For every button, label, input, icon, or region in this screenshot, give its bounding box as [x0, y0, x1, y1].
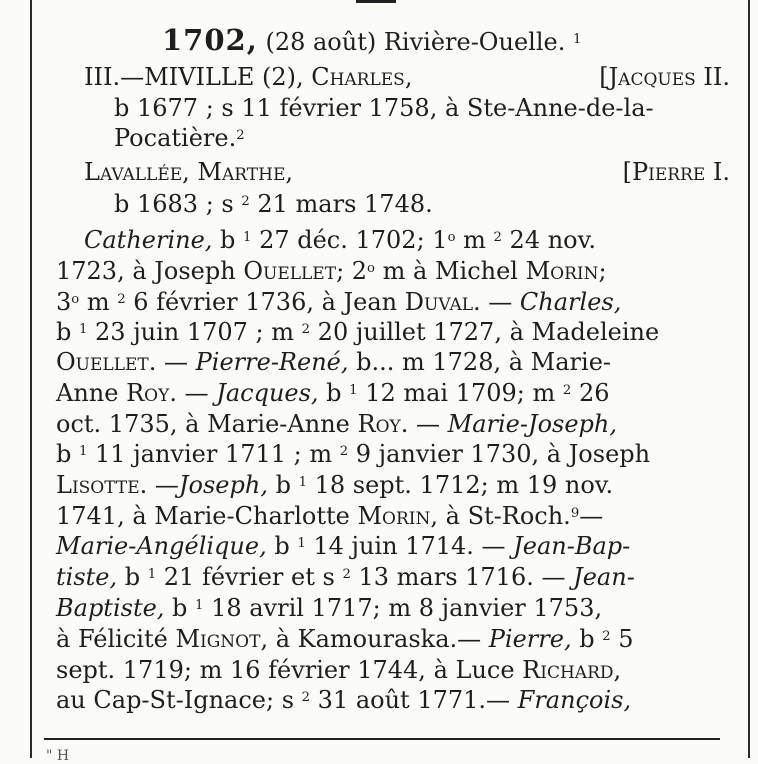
children-line-9: Lisotte. —Joseph, b $^1$ 18 sept. 1712; m 19 nov. — [56, 471, 614, 499]
children-line-12: tiste, b $^1$ 21 février et s $^2$ 13 mars 1716. — Jean- — [56, 563, 635, 591]
child-name: Catherine, — [84, 226, 213, 254]
children-line-14: à Félicité Mignot, à Kamouraska.— Pierre, b $^2$ 5 — [56, 625, 634, 653]
heading-date-place: (28 août) Rivière-Ouelle. — [265, 28, 566, 56]
husband-burial-place: Pocatière. — [114, 124, 237, 152]
wife-line-1 — [84, 158, 730, 186]
children-line-15: sept. 1719; m 16 février 1744, à Luce Richard, — [56, 656, 622, 684]
husband-line-1 — [84, 63, 730, 91]
child-name: Jean-Bap- — [513, 532, 631, 560]
children-line-11: Marie-Angélique, b $^1$ 14 juin 1714. — Jean-Bap- — [56, 532, 631, 560]
child-name: Jean- — [573, 563, 635, 591]
husband-note: 2 — [236, 127, 245, 143]
top-rule — [356, 0, 396, 3]
children-line-5: Ouellet. — Pierre-René, b... m 1728, à Marie- — [56, 348, 612, 376]
entry-heading — [162, 23, 582, 57]
children-line-16: au Cap-St-Ignace; s $^2$ 31 août 1771.— François, — [56, 686, 632, 714]
children-line-2: 1723, à Joseph Ouellet; 2$^o$ m à Michel Morin; — [56, 257, 607, 285]
children-line-13: Baptiste, b $^1$ 18 avril 1717; m 8 janvier 1753, — [56, 594, 603, 622]
children-line-10: 1741, à Marie-Charlotte Morin, à St-Roch.$^9$— — [56, 502, 604, 530]
child-name: Pierre, — [488, 625, 572, 653]
page-right-border — [748, 0, 750, 758]
child-name: François, — [517, 686, 632, 714]
children-line-8: b $^1$ 11 janvier 1711 ; m $^2$ 9 janvier 1730, à Joseph — [56, 440, 651, 468]
page-left-border — [30, 0, 32, 758]
wife-father: [Pierre I. — [622, 158, 730, 186]
child-name: Joseph, — [178, 471, 268, 499]
child-name: Pierre-René, — [195, 348, 349, 376]
husband-line-3 — [114, 124, 245, 152]
cut-off-footer-text: " H — [46, 748, 70, 764]
bottom-rule — [44, 738, 720, 740]
husband-father: [Jacques II. — [599, 63, 730, 91]
heading-year: 1702, — [162, 23, 258, 57]
children-line-3: 3$^o$ m $^2$ 6 février 1736, à Jean Duval. — Charles, — [56, 288, 622, 316]
wife-line-2: b 1683 ; s $^2$ 21 mars 1748. — [114, 190, 433, 218]
child-name: Marie-Angélique, — [56, 532, 267, 560]
children-line-7: oct. 1735, à Marie-Anne Roy. — Marie-Joseph, — [56, 410, 618, 438]
children-line-4: b $^1$ 23 juin 1707 ; m $^2$ 20 juillet 1727, à Madeleine — [56, 318, 660, 346]
child-name: Marie-Joseph, — [447, 410, 618, 438]
child-name: Charles, — [519, 288, 622, 316]
children-line-1: Catherine, b $^1$ 27 déc. 1702; 1$^o$ m $^2$ 24 nov. — [84, 226, 596, 254]
heading-note: 1 — [572, 31, 582, 47]
husband-name: III.—MIVILLE (2), Charles, — [84, 63, 413, 91]
wife-name: Lavallée, Marthe, — [84, 158, 293, 186]
children-line-6: Anne Roy. — Jacques, b $^1$ 12 mai 1709; m $^2$ 26 — [56, 379, 610, 407]
husband-line-2: b 1677 ; s 11 février 1758, à Ste-Anne-de-la- — [114, 94, 654, 122]
child-name: Jacques, — [216, 379, 319, 407]
